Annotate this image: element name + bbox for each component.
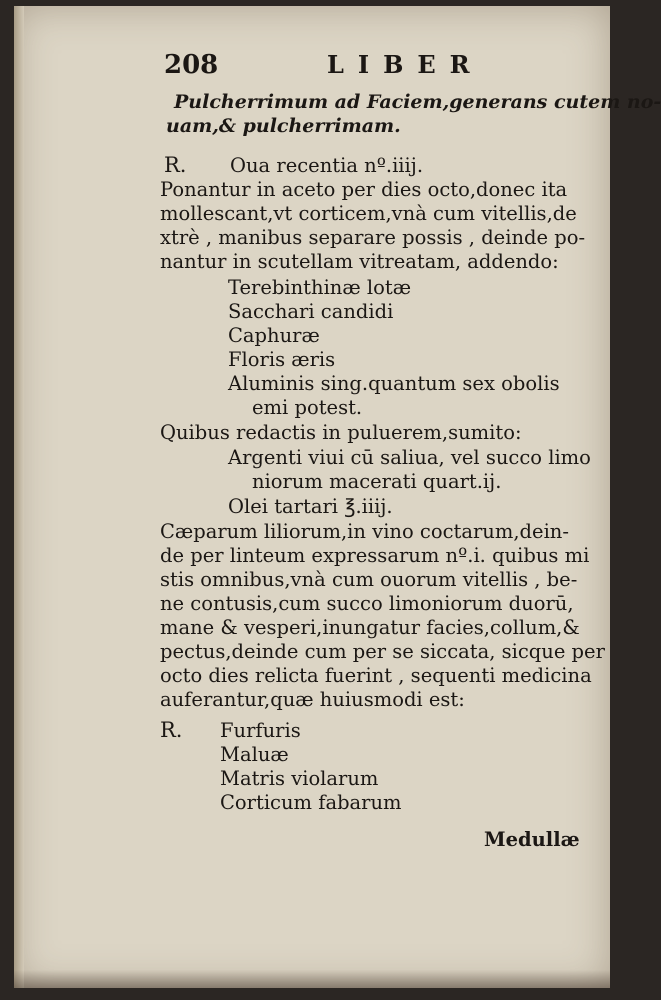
ingredient-line: Furfuris	[220, 719, 301, 742]
heading-line-2: uam,& pulcherrimam.	[166, 115, 401, 137]
ingredient-line: Aluminis sing.quantum sex obolis	[228, 372, 560, 395]
instruction-line: Quibus redactis in puluerem,sumito:	[160, 421, 522, 444]
ingredient-line: Matris violarum	[220, 767, 379, 790]
sub-ingredient-line: niorum macerati quart.ij.	[252, 470, 502, 493]
instruction-line: nantur in scutellam vitreatam, addendo:	[160, 250, 559, 273]
instruction-line: mollescant,vt corticem,vnà cum vitellis,de	[160, 202, 577, 225]
ingredient-line: Maluæ	[220, 743, 289, 766]
paragraph-line: mane & vesperi,inungatur facies,collum,&	[160, 616, 580, 639]
recipe-mark: R.	[160, 718, 183, 742]
paragraph-line: ne contusis,cum succo limoniorum duorū,	[160, 592, 574, 615]
running-title: LIBER	[327, 50, 484, 79]
book-page	[14, 6, 661, 988]
ingredient-line: Terebinthinæ lotæ	[228, 276, 412, 299]
instruction-line: Ponantur in aceto per dies octo,donec ita	[160, 178, 568, 201]
page-bottom-shadow	[14, 970, 610, 988]
paragraph-line: de per linteum expressarum nº.i. quibus mi	[160, 544, 590, 567]
paragraph-line: Cæparum liliorum,in vino coctarum,dein-	[160, 520, 569, 543]
ingredient-line: Corticum fabarum	[220, 791, 402, 814]
paragraph-line: stis omnibus,vnà cum ouorum vitellis , be-	[160, 568, 578, 591]
recipe-first-ingredient: Oua recentia nº.iiij.	[230, 154, 424, 177]
catchword: Medullæ	[484, 828, 580, 851]
recipe-mark: R.	[164, 153, 187, 177]
paragraph-line: pectus,deinde cum per se siccata, sicque per	[160, 640, 605, 663]
ingredient-line: Floris æris	[228, 348, 336, 371]
sub-ingredient-line: Argenti viui cū saliua, vel succo limo	[228, 446, 591, 469]
sub-ingredient-line: Olei tartari ℥.iiij.	[228, 495, 393, 518]
paragraph-line: auferantur,quæ huiusmodi est:	[160, 688, 465, 711]
heading-line-1: Pulcherrimum ad Faciem,generans cutem no-	[174, 91, 661, 113]
ingredient-line: emi potest.	[252, 396, 363, 419]
instruction-line: xtrè , manibus separare possis , deinde po-	[160, 226, 586, 249]
page-gutter-edge	[14, 6, 24, 988]
ingredient-line: Caphuræ	[228, 324, 320, 347]
paragraph-line: octo dies relicta fuerint , sequenti medicina	[160, 664, 592, 687]
ingredient-line: Sacchari candidi	[228, 300, 394, 323]
page-number: 208	[164, 50, 219, 80]
